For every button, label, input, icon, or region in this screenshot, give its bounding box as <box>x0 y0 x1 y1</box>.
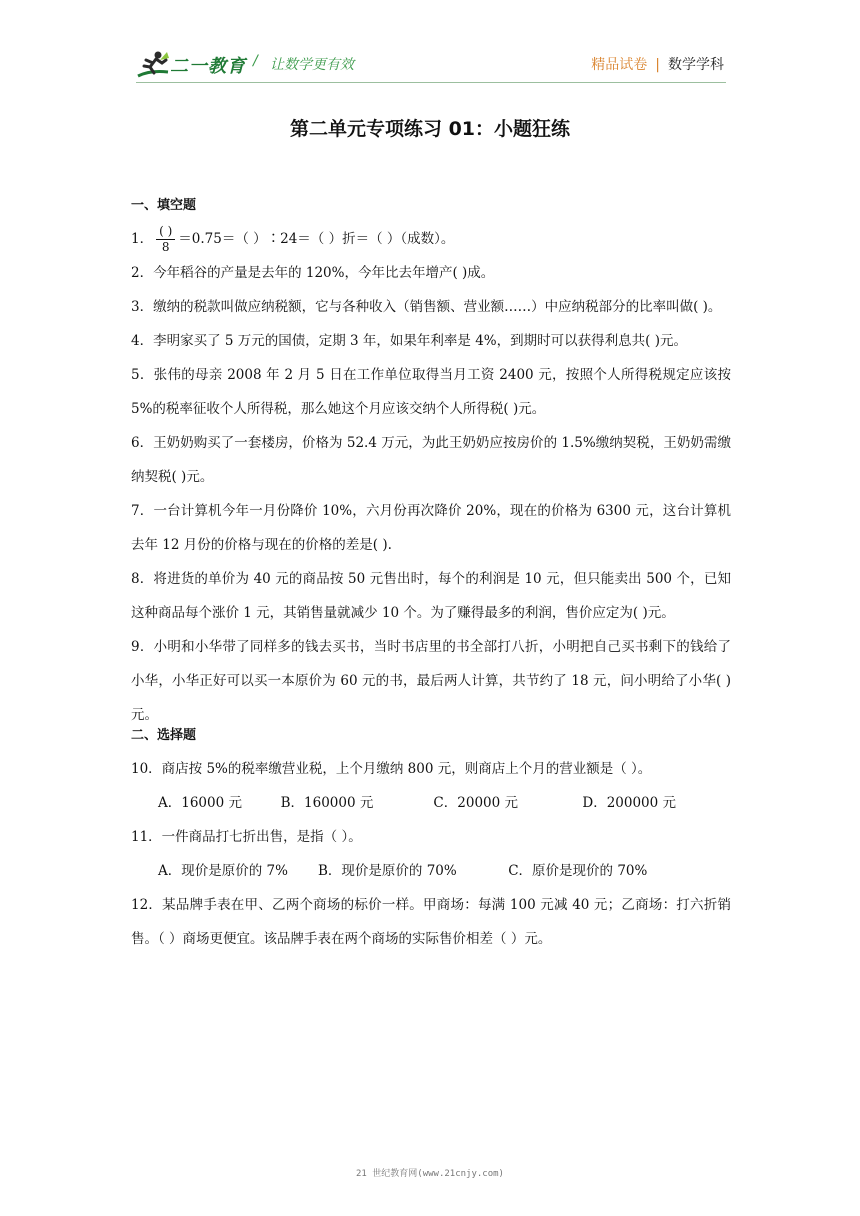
tag-separator: | <box>655 57 660 73</box>
tag-premium: 精品试卷 <box>591 57 648 73</box>
brand-logo <box>136 50 246 80</box>
question-5: 5．张伟的母亲 2008 年 2 月 5 日在工作单位取得当月工资 2400 元，按照个人所得税规定应该按 5%的税率征收个人所得税，那么她这个月应该交纳个人所得税( )元。 <box>131 367 731 417</box>
slogan: 让数学更有效 <box>270 57 354 73</box>
worksheet-body <box>131 196 731 956</box>
header-tags <box>591 54 724 74</box>
question-12: 12．某品牌手表在甲、乙两个商场的标价一样。甲商场：每满 100 元减 40 元；乙商场：打六折销售。（ ）商场更便宜。该品牌手表在两个商场的实际售价相差（ ）元。 <box>131 897 731 947</box>
logo-text: 二一教育 <box>170 56 246 77</box>
page-footer: 21 世纪教育网(www.21cnjy.com) <box>356 1169 504 1179</box>
question-8: 8．将进货的单价为 40 元的商品按 50 元售出时，每个的利润是 10 元，但只能卖出 500 个，已知这种商品每个涨价 1 元，其销售量就减少 10 个。为了赚得最多的利润，售价应定为( )元。 <box>131 571 731 621</box>
question-text: ＝0.75＝（ ）∶24＝（ ）折＝（ ）（成数）。 <box>178 231 455 247</box>
section-multiple-choice: 二、选择题 <box>131 728 197 743</box>
question-2: 2．今年稻谷的产量是去年的 120%，今年比去年增产( )成。 <box>131 265 495 281</box>
fraction <box>156 224 175 255</box>
question-1 <box>131 222 731 256</box>
runner-logo-icon <box>136 50 170 80</box>
question-11-options: A．现价是原价的 7% B．现价是原价的 70% C．原价是现价的 70% <box>158 863 648 879</box>
header-rule <box>136 82 726 83</box>
question-number: 1． <box>131 231 154 247</box>
question-6: 6．王奶奶购买了一套楼房，价格为 52.4 万元，为此王奶奶应按房价的 1.5%缴纳契税，王奶奶需缴纳契税( )元。 <box>131 435 731 485</box>
question-7: 7．一台计算机今年一月份降价 10%，六月份再次降价 20%，现在的价格为 6300 元，这台计算机去年 12 月份的价格与现在的价格的差是( ). <box>131 503 731 553</box>
question-10-options: A．16000 元 B．160000 元 C．20000 元 D．200000 元 <box>158 795 677 811</box>
question-9: 9．小明和小华带了同样多的钱去买书，当时书店里的书全部打八折，小明把自己买书剩下的钱给了小华，小华正好可以买一本原价为 60 元的书，最后两人计算，共节约了 18 元，问小明给了小华( )元。 <box>131 639 731 723</box>
section-fill-blank: 一、填空题 <box>131 198 197 213</box>
tag-subject: 数学学科 <box>668 57 724 73</box>
page-header <box>0 0 860 100</box>
question-11: 11．一件商品打七折出售，是指（ ）。 <box>131 829 362 845</box>
fraction-numerator: ( ) <box>156 224 175 240</box>
question-10: 10．商店按 5%的税率缴营业税，上个月缴纳 800 元，则商店上个月的营业额是（ ）。 <box>131 761 652 777</box>
question-3: 3．缴纳的税款叫做应纳税额，它与各种收入（销售额、营业额……）中应纳税部分的比率叫做( )。 <box>131 299 722 315</box>
question-4: 4．李明家买了 5 万元的国债，定期 3 年，如果年利率是 4%，到期时可以获得利息共( )元。 <box>131 333 687 349</box>
fraction-denominator: 8 <box>161 240 170 254</box>
page-title: 第二单元专项练习 01：小题狂练 <box>289 118 571 140</box>
slogan-separator: / <box>253 53 258 69</box>
